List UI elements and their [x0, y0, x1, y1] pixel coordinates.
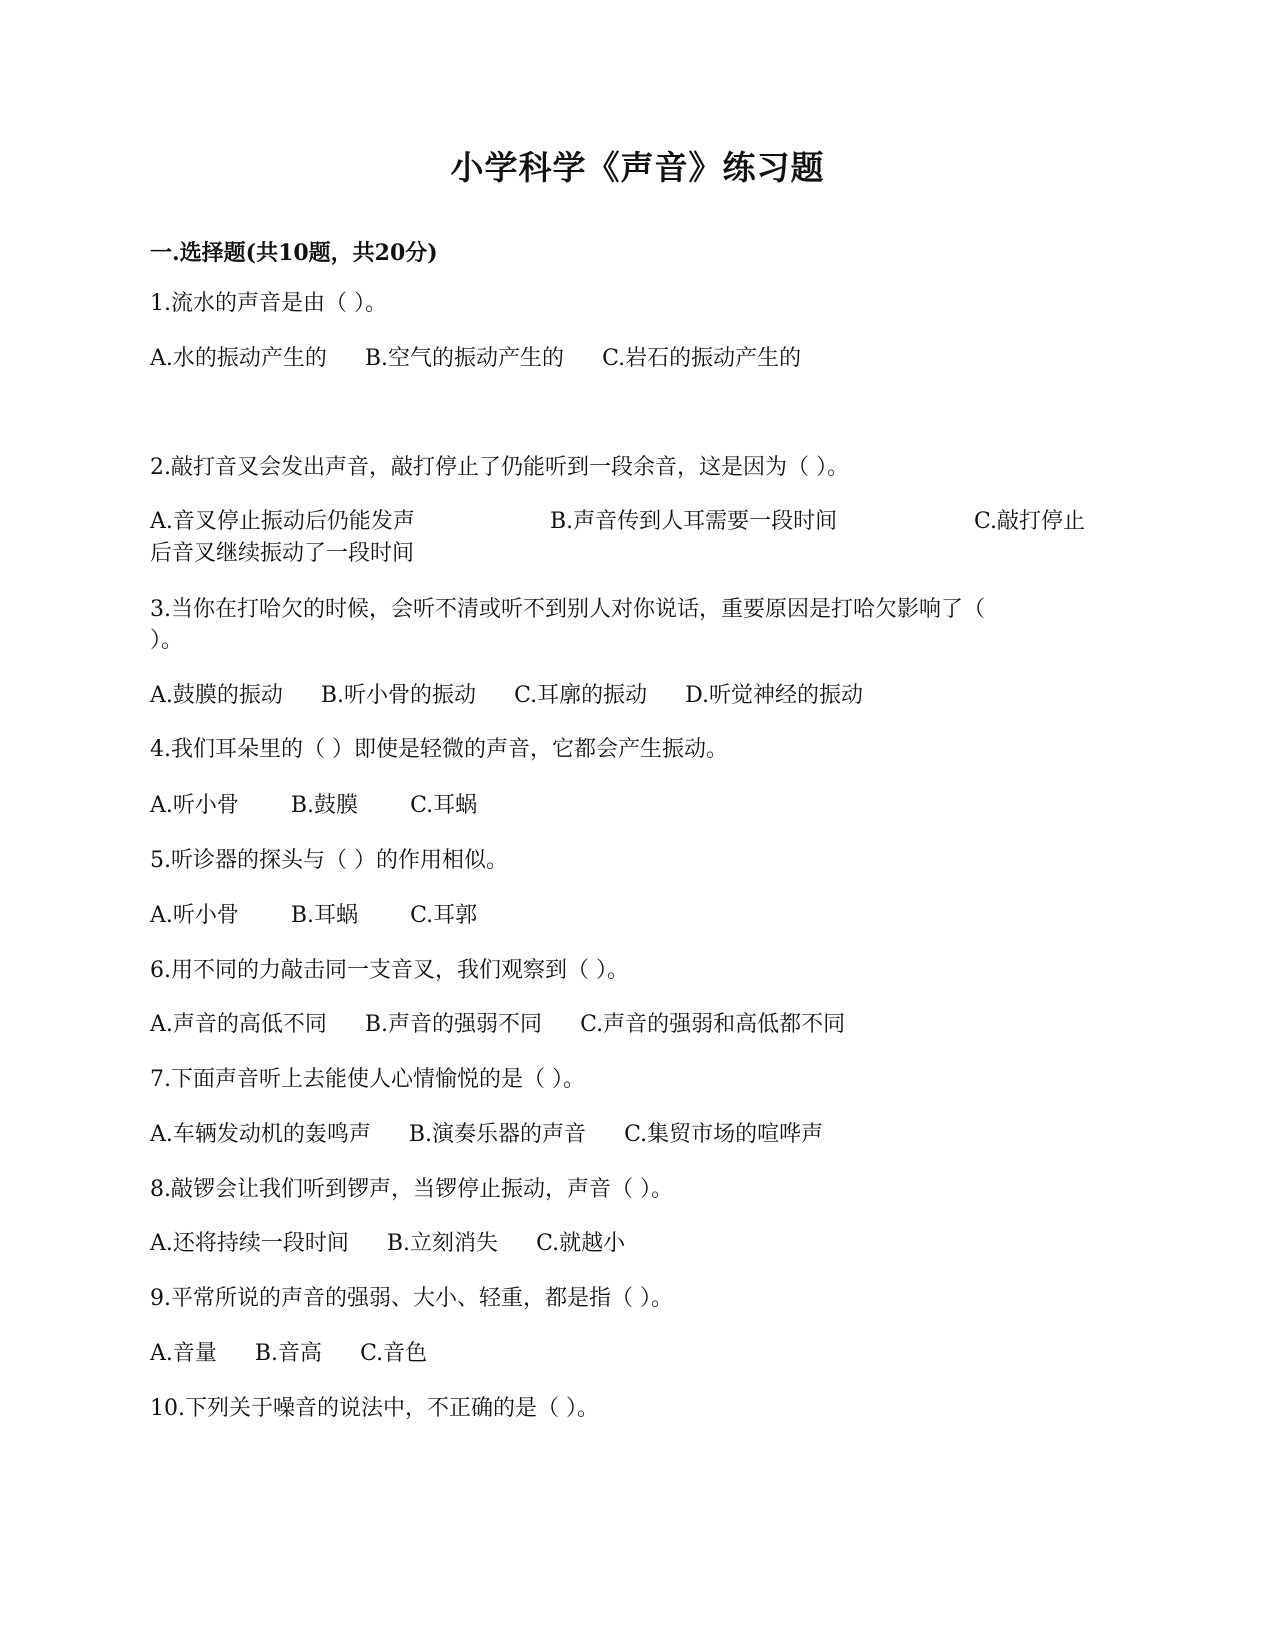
- question-2-stem: 2.敲打音叉会发出声音，敲打停止了仍能听到一段余音，这是因为（ ）。: [150, 455, 849, 480]
- option-a: A.音量: [150, 1341, 217, 1366]
- question-9-options: [150, 1338, 465, 1370]
- option-a: A.鼓膜的振动: [150, 683, 283, 708]
- option-c: C.就越小: [536, 1231, 626, 1256]
- option-b: B.声音的强弱不同: [364, 1012, 543, 1037]
- option-c: C.耳蜗: [410, 793, 478, 818]
- option-b: B.鼓膜: [290, 793, 359, 818]
- option-a: A.声音的高低不同: [150, 1012, 327, 1037]
- question-6-stem: 6.用不同的力敲击同一支音叉，我们观察到（ ）。: [150, 958, 629, 983]
- question-8-stem: 8.敲锣会让我们听到锣声，当锣停止振动，声音（ ）。: [150, 1177, 673, 1202]
- question-1-stem: 1.流水的声音是由（ ）。: [150, 291, 387, 316]
- option-c: C.敲打停止: [974, 509, 1086, 534]
- option-d: D.听觉神经的振动: [685, 683, 863, 708]
- option-a: A.水的振动产生的: [150, 346, 327, 371]
- question-5-options: [150, 900, 515, 932]
- option-c: C.耳廓的振动: [514, 683, 648, 708]
- option-b: B.音高: [254, 1341, 323, 1366]
- question-3-stem: 3.当你在打哈欠的时候，会听不清或听不到别人对你说话，重要原因是打哈欠影响了（: [150, 597, 985, 622]
- option-b: B.空气的振动产生的: [364, 346, 565, 371]
- question-7-stem: 7.下面声音听上去能使人心情愉悦的是（ ）。: [150, 1067, 585, 1092]
- question-10-stem: 10.下列关于噪音的说法中，不正确的是（ ）。: [150, 1396, 599, 1421]
- document-title: 小学科学《声音》练习题: [450, 148, 825, 187]
- option-a: A.车辆发动机的轰鸣声: [150, 1122, 371, 1147]
- option-c: C.集贸市场的喧哗声: [624, 1122, 824, 1147]
- option-b: B.立刻消失: [386, 1231, 499, 1256]
- option-a: A.音叉停止振动后仍能发声: [150, 509, 415, 534]
- option-a: A.还将持续一段时间: [150, 1231, 349, 1256]
- question-4-stem: 4.我们耳朵里的（ ）即使是轻微的声音，它都会产生振动。: [150, 737, 728, 762]
- option-b: B.演奏乐器的声音: [408, 1122, 587, 1147]
- option-a: A.听小骨: [150, 903, 239, 928]
- option-c: C.耳郭: [410, 903, 478, 928]
- question-6-options: [150, 1009, 883, 1041]
- option-b: B.声音传到人耳需要一段时间: [550, 509, 838, 534]
- section-heading: 一.选择题(共10题，共20分): [150, 240, 438, 266]
- question-1-options: [150, 343, 839, 375]
- option-c: C.音色: [360, 1341, 428, 1366]
- question-5-stem: 5.听诊器的探头与（ ）的作用相似。: [150, 848, 508, 873]
- option-b: B.听小骨的振动: [320, 683, 477, 708]
- option-b: B.耳蜗: [290, 903, 359, 928]
- question-9-stem: 9.平常所说的声音的强弱、大小、轻重，都是指（ ）。: [150, 1286, 673, 1311]
- option-c: C.岩石的振动产生的: [602, 346, 802, 371]
- question-3-stem-continued: ）。: [150, 628, 184, 653]
- question-7-options: [150, 1119, 861, 1151]
- option-c-continued: 后音叉继续振动了一段时间: [150, 541, 415, 566]
- question-8-options: [150, 1228, 663, 1260]
- option-c: C.声音的强弱和高低都不同: [580, 1012, 846, 1037]
- question-4-options: [150, 790, 515, 822]
- question-3-options: [150, 680, 901, 712]
- option-a: A.听小骨: [150, 793, 239, 818]
